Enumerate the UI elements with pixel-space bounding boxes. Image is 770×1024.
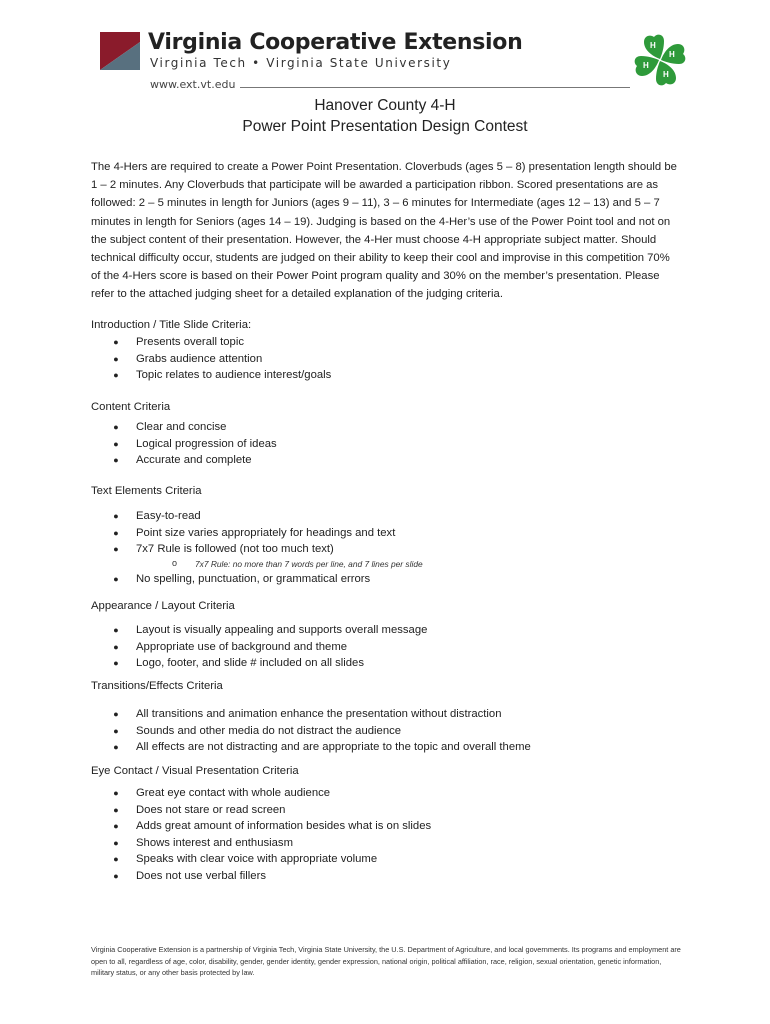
sub-bullet-icon: o	[172, 558, 178, 568]
bullet-icon: ●	[113, 455, 119, 466]
bullet-icon: ●	[113, 725, 119, 736]
section-heading-eye-contact: Eye Contact / Visual Presentation Criteria	[91, 765, 299, 777]
vce-logo-icon	[100, 32, 140, 70]
svg-text:H: H	[669, 50, 675, 59]
bullet-icon: ●	[113, 658, 119, 669]
bullet-icon: ●	[113, 353, 119, 364]
footer-disclaimer: Virginia Cooperative Extension is a partnership of Virginia Tech, Virginia State University, the U.S. Department of Agriculture, and local governments. Its programs and employment are open to all, regardless of age, color, disability, gender, gender identity, gender expression, national origin, political affiliation, race, religion, sexual orientation, genetic information, military status, or any other basis protected by law.	[91, 945, 681, 977]
bullet-icon: ●	[113, 511, 119, 521]
org-subtitle: Virginia Tech • Virginia State University	[150, 56, 452, 70]
bullet-icon: ●	[113, 625, 119, 635]
bullet-icon: ●	[113, 527, 119, 538]
section-heading-transitions: Transitions/Effects Criteria	[91, 680, 223, 692]
svg-text:H: H	[650, 41, 656, 50]
bullet-icon: ●	[113, 870, 119, 881]
page-title-line-2: Power Point Presentation Design Contest	[242, 118, 528, 135]
bullet-icon: ●	[113, 788, 119, 798]
intro-paragraph: The 4-Hers are required to create a Power Point Presentation. Cloverbuds (ages 5 – 8) presentation length should be 1 – 2 minutes. Any Cloverbuds that participate will be awarded a participation ribbon. Scored presentations are as followed: 2 – 5 minutes in length for Juniors (ages 9 – 11), 3 – 6 minutes for Intermediate (ages 12 – 13) and 5 – 7 minutes in length for Seniors (ages 14 – 19). Judging is based on the 4-Her’s use of the Power Point tool and not on the subject content of their presentation. However, the 4-Her must choose 4-H appropriate subject matter. Should technical difficulty occur, students are judged on their ability to keep their cool and improvise in this competition 70% of the 4-Hers score is based on their Power Point program quality and 30% on the member’s presentation. Please refer to the attached judging sheet for a detailed explanation of the judging criteria.	[91, 161, 677, 301]
page-title-line-1: Hanover County 4-H	[314, 97, 456, 114]
section-heading-text-elements: Text Elements Criteria	[91, 485, 202, 497]
svg-text:H: H	[663, 70, 669, 79]
bullet-icon: ●	[113, 641, 119, 652]
bullet-icon: ●	[113, 370, 119, 381]
bullet-icon: ●	[113, 821, 119, 832]
bullet-icon: ●	[113, 804, 119, 815]
header-rule	[240, 87, 630, 88]
org-name: Virginia Cooperative Extension	[148, 30, 523, 55]
four-h-clover-icon	[630, 30, 690, 90]
bullet-icon: ●	[113, 837, 119, 848]
document-page: Virginia Cooperative Extension Virginia Tech • Virginia State University www.ext.vt.edu H H H H Hanover County 4-H Power Point Presentation Design Contest The 4-Hers are required to create a Power Point Presentation. Cloverbuds (ages 5 – 8) presentation length should be 1 – 2 minutes. Any Cloverbuds that participate will be awarded a participation ribbon. Scored presentations are as followed: 2 – 5 minutes in length for Juniors (ages 9 – 11), 3 – 6 minutes for Intermediate (ages 12 – 13) and 5 – 7 minutes in length for Seniors (ages 14 – 19). Judging is based on the 4-Her’s use of the Power Point tool and not on the subject content of their presentation. However, the 4-Her must choose 4-H appropriate subject matter. Should technical difficulty occur, students are judged on their ability to keep their cool and improvise in this competition 70% of the 4-Hers score is based on their Power Point program quality and 30% on the member’s presentation. Please refer to the attached judging sheet for a detailed explanation of the judging criteria. Introduction / Title Slide Criteria: ● Presents overall topic ● Grabs audience attention ● Topic relates to audience interest/goals Content Criteria ● Clear and concise ● Logical progression of ideas ● Accurate and complete Text Elements Criteria ● Easy-to-read ● Point size varies appropriately for headings and text ● 7x7 Rule is followed (not too much text) o 7x7 Rule: no more than 7 words per line, and 7 lines per slide ● No spelling, punctuation, or grammatical errors Appearance / Layout Criteria ● Layout is visually appealing and supports overall message ● Appropriate use of background and theme ● Logo, footer, and slide # included on all slides Transitions/Effects Criteria ● All transitions and animation enhance the presentation without distraction ● Sounds and other media do not distract the audience ● All effects are not distracting and are appropriate to the topic and overall theme Eye Contact / Visual Presentation Criteria ● Great eye contact with whole audience ● Does not stare or read screen ● Adds great amount of information besides what is on slides ● Shows interest and enthusiasm ● Speaks with clear voice with appropriate volume ● Does not use verbal fillers Virginia Cooperative Extension is a partnership of Virginia Tech, Virginia State University, the U.S. Department of Agriculture, and local governments. Its programs and employment are open to all, regardless of age, color, disability, gender, gender identity, gender expression, national origin, political affiliation, race, religion, sexual orientation, genetic information, military status, or any other basis protected by law.	[0, 0, 770, 1024]
bullet-icon: ●	[113, 574, 119, 584]
bullet-icon: ●	[113, 544, 119, 555]
bullet-icon: ●	[113, 709, 119, 719]
svg-text:H: H	[643, 61, 649, 70]
section-heading-introduction: Introduction / Title Slide Criteria:	[91, 319, 252, 331]
section-heading-appearance: Appearance / Layout Criteria	[91, 600, 235, 612]
bullet-icon: ●	[113, 854, 119, 865]
bullet-icon: ●	[113, 438, 119, 449]
bullet-icon: ●	[113, 337, 119, 347]
bullet-icon: ●	[113, 742, 119, 753]
org-website: www.ext.vt.edu	[150, 78, 236, 91]
section-heading-content: Content Criteria	[91, 401, 171, 413]
bullet-icon: ●	[113, 422, 119, 432]
